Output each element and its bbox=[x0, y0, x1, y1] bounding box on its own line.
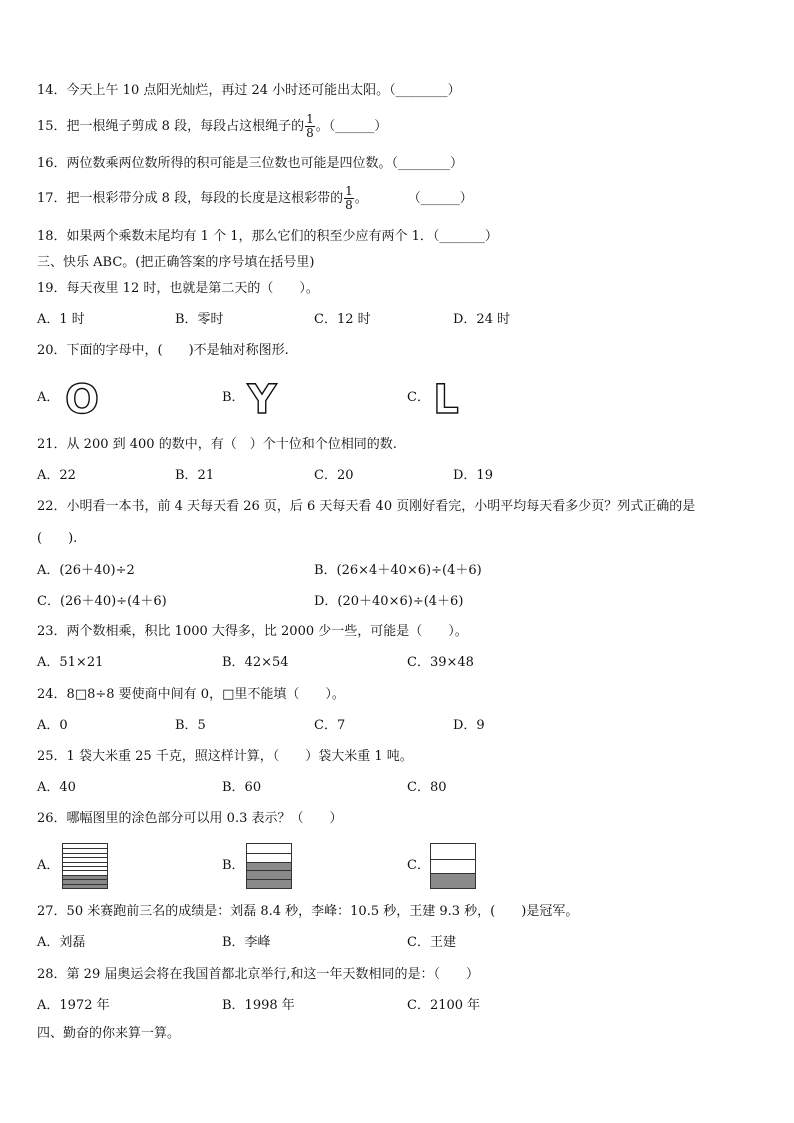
option-a: A．刘磊 bbox=[37, 935, 86, 950]
option-a: A．51×21 bbox=[37, 655, 104, 670]
option-a: A．1 时 bbox=[37, 312, 85, 327]
option-a: A．1972 年 bbox=[37, 998, 110, 1013]
question-18: 18．如果两个乘数末尾均有 1 个 1，那么它们的积至少应有两个 1．（_______） bbox=[37, 229, 498, 244]
option-c: C．7 bbox=[314, 718, 346, 733]
option-c: C．12 时 bbox=[314, 312, 371, 327]
fraction-denominator: 8 bbox=[306, 126, 314, 140]
fraction-part bbox=[431, 859, 475, 874]
fraction-one-eighth bbox=[305, 113, 315, 140]
question-25: 25．1 袋大米重 25 千克，照这样计算，（ ）袋大米重 1 吨。 bbox=[37, 749, 413, 764]
question-22-answer-blank: ( ). bbox=[37, 531, 78, 546]
option-d: D．19 bbox=[453, 468, 493, 483]
option-b-label: B． bbox=[222, 390, 245, 405]
option-c: C．80 bbox=[407, 780, 447, 795]
option-c: C．王建 bbox=[407, 935, 456, 950]
option-b: B．5 bbox=[175, 718, 206, 733]
fraction-one-eighth bbox=[344, 185, 354, 212]
question-15-tail: 。（______） bbox=[315, 119, 388, 134]
option-d: D．(20＋40×6)÷(4＋6) bbox=[314, 594, 464, 609]
question-14: 14．今天上午 10 点阳光灿烂，再过 24 小时还可能出太阳。（________） bbox=[37, 83, 461, 98]
shaded-fraction-figure-c bbox=[430, 843, 476, 889]
question-16: 16．两位数乘两位数所得的积可能是三位数也可能是四位数。（________） bbox=[37, 156, 464, 171]
fraction-part bbox=[63, 884, 107, 888]
shaded-fraction-figure-a bbox=[62, 843, 108, 889]
option-a-label: A． bbox=[37, 858, 60, 873]
question-20: 20．下面的字母中，( )不是轴对称图形. bbox=[37, 343, 289, 358]
fraction-numerator: 1 bbox=[306, 112, 314, 126]
shaded-fraction-figure-b bbox=[246, 843, 292, 889]
fraction-denominator: 8 bbox=[345, 198, 353, 212]
letter-y: Y bbox=[247, 378, 277, 418]
question-17-stem: 17．把一根彩带分成 8 段，每段的长度是这根彩带的 bbox=[37, 191, 344, 206]
fraction-part bbox=[247, 862, 291, 871]
question-21: 21．从 200 到 400 的数中，有（ ）个十位和个位相同的数. bbox=[37, 437, 397, 452]
letter-o: O bbox=[64, 378, 100, 418]
letter-l-figure bbox=[428, 378, 468, 422]
question-17 bbox=[37, 183, 473, 215]
question-15 bbox=[37, 112, 387, 142]
section-heading-4: 四、勤奋的你来算一算。 bbox=[37, 1026, 181, 1041]
question-19: 19．每天夜里 12 时，也就是第二天的（ ）。 bbox=[37, 281, 319, 296]
letter-l-outline bbox=[428, 378, 468, 418]
option-c-label: C． bbox=[407, 390, 430, 405]
option-d: D．24 时 bbox=[453, 312, 511, 327]
option-b: B．李峰 bbox=[222, 935, 271, 950]
option-b: B．21 bbox=[175, 468, 215, 483]
option-c: C．20 bbox=[314, 468, 354, 483]
answer-blank: （______） bbox=[407, 191, 473, 206]
question-22: 22．小明看一本书，前 4 天每天看 26 页，后 6 天每天看 40 页刚好看完，小明平均每天看多少页？列式正确的是 bbox=[37, 499, 696, 514]
fraction-part bbox=[247, 844, 291, 853]
letter-y-outline bbox=[242, 378, 282, 418]
letter-l: L bbox=[433, 378, 459, 418]
question-27: 27．50 米赛跑前三名的成绩是：刘磊 8.4 秒，李峰：10.5 秒，王建 9.3 秒，( )是冠军。 bbox=[37, 904, 579, 919]
option-c-label: C． bbox=[407, 858, 430, 873]
option-b: B．1998 年 bbox=[222, 998, 295, 1013]
option-c: C．(26＋40)÷(4＋6) bbox=[37, 594, 167, 609]
option-a: A．0 bbox=[37, 718, 68, 733]
option-a-label: A． bbox=[37, 390, 60, 405]
option-c: C．39×48 bbox=[407, 655, 474, 670]
fraction-part bbox=[247, 853, 291, 862]
option-c: C．2100 年 bbox=[407, 998, 481, 1013]
question-26: 26．哪幅图里的涂色部分可以用 0.3 表示？（ ） bbox=[37, 811, 343, 826]
option-a: A．22 bbox=[37, 468, 76, 483]
option-b-label: B． bbox=[222, 858, 245, 873]
question-15-stem: 15．把一根绳子剪成 8 段，每段占这根绳子的 bbox=[37, 119, 305, 134]
option-b: B．零时 bbox=[175, 312, 224, 327]
question-28: 28．第 29 届奥运会将在我国首都北京举行,和这一年天数相同的是：（ ） bbox=[37, 967, 479, 982]
question-17-tail: 。 bbox=[354, 191, 368, 206]
fraction-part bbox=[247, 879, 291, 888]
option-b: B．(26×4＋40×6)÷(4＋6) bbox=[314, 563, 482, 578]
question-24: 24．8□8÷8 要使商中间有 0，□里不能填（ ）。 bbox=[37, 687, 345, 702]
fraction-part bbox=[431, 873, 475, 888]
option-a: A．(26＋40)÷2 bbox=[37, 563, 135, 578]
fraction-part bbox=[431, 844, 475, 859]
option-a: A．40 bbox=[37, 780, 76, 795]
letter-o-outline bbox=[61, 378, 103, 418]
option-d: D．9 bbox=[453, 718, 485, 733]
fraction-numerator: 1 bbox=[345, 184, 353, 198]
option-b: B．42×54 bbox=[222, 655, 289, 670]
letter-y-figure bbox=[242, 378, 282, 422]
fraction-part bbox=[247, 870, 291, 879]
option-b: B．60 bbox=[222, 780, 262, 795]
letter-o-figure bbox=[61, 378, 103, 422]
section-heading-3: 三、快乐 ABC。(把正确答案的序号填在括号里) bbox=[37, 255, 315, 270]
question-23: 23．两个数相乘，积比 1000 大得多，比 2000 少一些，可能是（ ）。 bbox=[37, 624, 468, 639]
